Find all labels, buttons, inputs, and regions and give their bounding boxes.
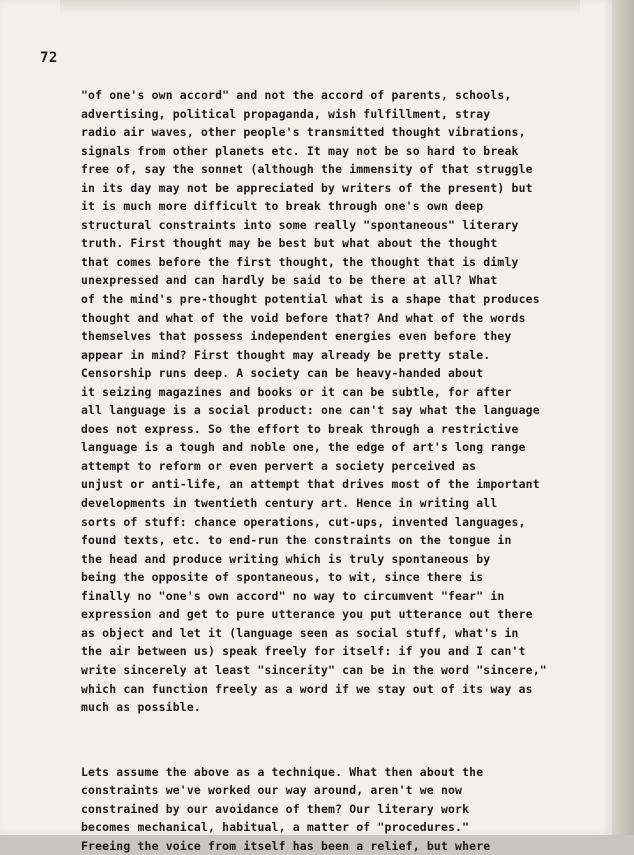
text-line: constraints we've worked our way around, aren't we now: [81, 783, 463, 798]
text-line: developments in twentieth century art. Hence in writing all: [81, 496, 498, 511]
paragraph-gap: [81, 717, 606, 763]
text-line: finally no "one's own accord" no way to circumvent "fear" in: [81, 588, 505, 603]
text-line: the head and produce writing which is truly spontaneous by: [81, 551, 491, 566]
text-line: constrained by our avoidance of them? Our literary work: [81, 801, 470, 816]
text-line: write sincerely at least "sincerity" can be in the word "sincere,": [81, 662, 547, 677]
text-line: as object and let it (language seen as social stuff, what's in: [81, 625, 519, 640]
body-text: [81, 86, 606, 855]
text-line: free of, say the sonnet (although the immensity of that struggle: [81, 162, 533, 177]
page-top-edge: [60, 0, 580, 14]
text-line: does not express. So the effort to break through a restrictive: [81, 421, 519, 436]
text-line: appear in mind? First thought may already be pretty stale.: [81, 347, 491, 362]
text-line: structural constraints into some really "spontaneous" literary: [81, 217, 519, 232]
text-line: the air between us) speak freely for itself: if you and I can't: [81, 644, 526, 659]
text-line: unexpressed and can hardly be said to be there at all? What: [81, 273, 498, 288]
text-line: which can function freely as a word if we stay out of its way as: [81, 681, 533, 696]
paragraph-1: [81, 86, 606, 717]
paragraph-2: [81, 763, 606, 855]
text-line: attempt to reform or even pervert a society perceived as: [81, 458, 477, 473]
text-line: expression and get to pure utterance you put utterance out there: [81, 607, 533, 622]
text-line: "of one's own accord" and not the accord of parents, schools,: [81, 88, 512, 102]
text-line: signals from other planets etc. It may not be so hard to break: [81, 143, 519, 158]
text-line: advertising, political propaganda, wish fulfillment, stray: [81, 106, 491, 121]
text-line: becomes mechanical, habitual, a matter of "procedures.": [81, 820, 470, 835]
text-line: found texts, etc. to end-run the constraints on the tongue in: [81, 533, 512, 548]
text-line: radio air waves, other people's transmitted thought vibrations,: [81, 125, 526, 140]
text-line: unjust or anti-life, an attempt that drives most of the important: [81, 477, 540, 492]
text-line: it is much more difficult to break through one's own deep: [81, 199, 484, 214]
text-line: much as possible.: [81, 700, 201, 715]
text-line: thought and what of the void before that? And what of the words: [81, 310, 526, 325]
text-line: Censorship runs deep. A society can be heavy-handed about: [81, 366, 484, 381]
text-line: that comes before the first thought, the thought that is dimly: [81, 254, 519, 269]
text-line: language is a tough and noble one, the edge of art's long range: [81, 440, 526, 455]
page-number: 72: [40, 50, 58, 66]
text-line: truth. First thought may be best but what about the thought: [81, 236, 498, 251]
text-line: themselves that possess independent energies even before they: [81, 329, 512, 344]
text-line: Lets assume the above as a technique. What then about the: [81, 764, 484, 779]
text-line: it seizing magazines and books or it can be subtle, for after: [81, 384, 512, 399]
text-line: Freeing the voice from itself has been a relief, but where: [81, 838, 491, 853]
text-line: in its day may not be appreciated by writers of the present) but: [81, 180, 533, 195]
text-line: sorts of stuff: chance operations, cut-ups, invented languages,: [81, 514, 526, 529]
text-line: all language is a social product: one can't say what the language: [81, 403, 540, 418]
text-line: being the opposite of spontaneous, to wit, since there is: [81, 570, 484, 585]
text-line: of the mind's pre-thought potential what is a shape that produces: [81, 292, 540, 307]
facing-page-edge: [612, 0, 634, 835]
